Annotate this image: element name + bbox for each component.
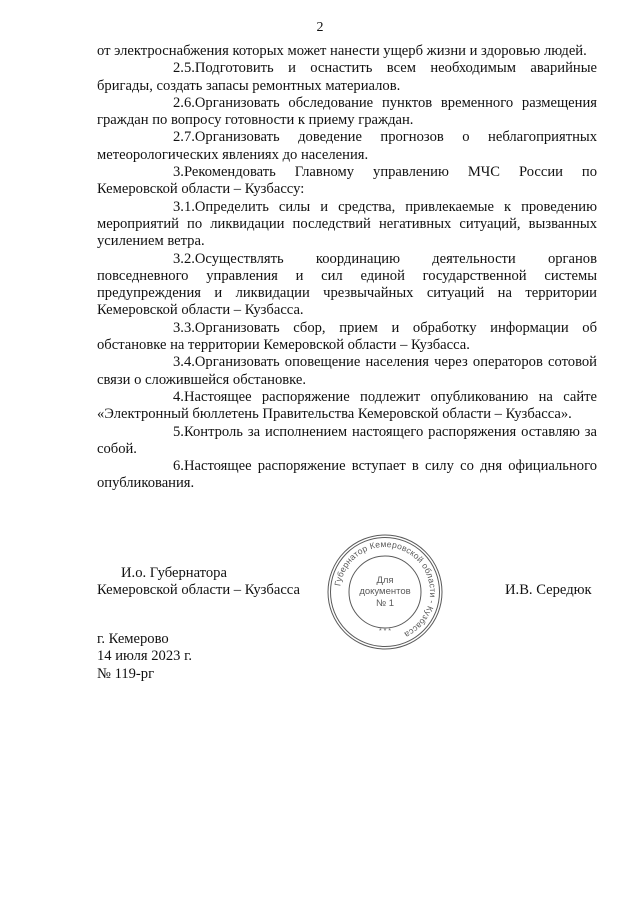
- signature-name: И.В. Середюк: [505, 582, 592, 598]
- stamp-ring-text: Губернатор Кемеровской области - Кузбасса: [332, 538, 439, 641]
- paragraph-2-7: 2.7.Организовать доведение прогнозов о неблагоприятных метеорологических явлениях до населения.: [97, 129, 597, 163]
- paragraph-4: 4.Настоящее распоряжение подлежит опубликованию на сайте «Электронный бюллетень Правительства Кемеровской области – Кузбасса».: [97, 388, 597, 423]
- paragraph-3-2: 3.2.Осуществлять координацию деятельности органов повседневного управления и сил единой государственной системы предупреждения и ликвидации чрезвычайных ситуаций на территории Кемеровской области – Кузбасса.: [97, 250, 597, 319]
- signature-title-line2: Кемеровской области – Кузбасса: [97, 582, 300, 598]
- document-footer: [97, 631, 192, 683]
- stamp-center-line2: документов: [359, 586, 411, 597]
- footer-date: 14 июля 2023 г.: [97, 648, 193, 665]
- footer-city: г. Кемерово: [97, 631, 169, 647]
- paragraph-continuation: от электроснабжения которых может нанести ущерб жизни и здоровью людей.: [97, 43, 587, 59]
- footer-number: № 119-рг: [97, 665, 155, 682]
- paragraph-2-5: 2.5.Подготовить и оснастить всем необходимым аварийные бригады, создать запасы ремонтных материалов.: [97, 60, 597, 94]
- signature-title-line1: И.о. Губернатора: [121, 565, 227, 581]
- stamp-center-line1: Для: [376, 575, 394, 586]
- stamp-stars: * * *: [378, 628, 392, 635]
- paragraph-2-6: 2.6.Организовать обследование пунктов временного размещения граждан по вопросу готовности к приему граждан.: [97, 94, 597, 129]
- stamp-center-line3: № 1: [375, 598, 395, 609]
- official-seal-stamp: [325, 532, 445, 652]
- paragraph-5: 5.Контроль за исполнением настоящего распоряжения оставляю за собой.: [97, 423, 597, 457]
- paragraph-3-4: 3.4.Организовать оповещение населения через операторов сотовой связи о сложившейся обстановке.: [97, 354, 597, 388]
- paragraph-3: 3.Рекомендовать Главному управлению МЧС России по Кемеровской области – Кузбассу:: [97, 164, 597, 198]
- paragraph-3-1: 3.1.Определить силы и средства, привлекаемые к проведению мероприятий по ликвидации последствий негативных ситуаций, вызванных усилением ветра.: [97, 198, 597, 250]
- paragraph-3-3: 3.3.Организовать сбор, прием и обработку информации об обстановке на территории Кемеровской области – Кузбасса.: [97, 319, 597, 354]
- paragraph-6: 6.Настоящее распоряжение вступает в силу со дня официального опубликования.: [97, 458, 597, 492]
- page-number: 2: [316, 20, 324, 35]
- document-body: [97, 43, 597, 493]
